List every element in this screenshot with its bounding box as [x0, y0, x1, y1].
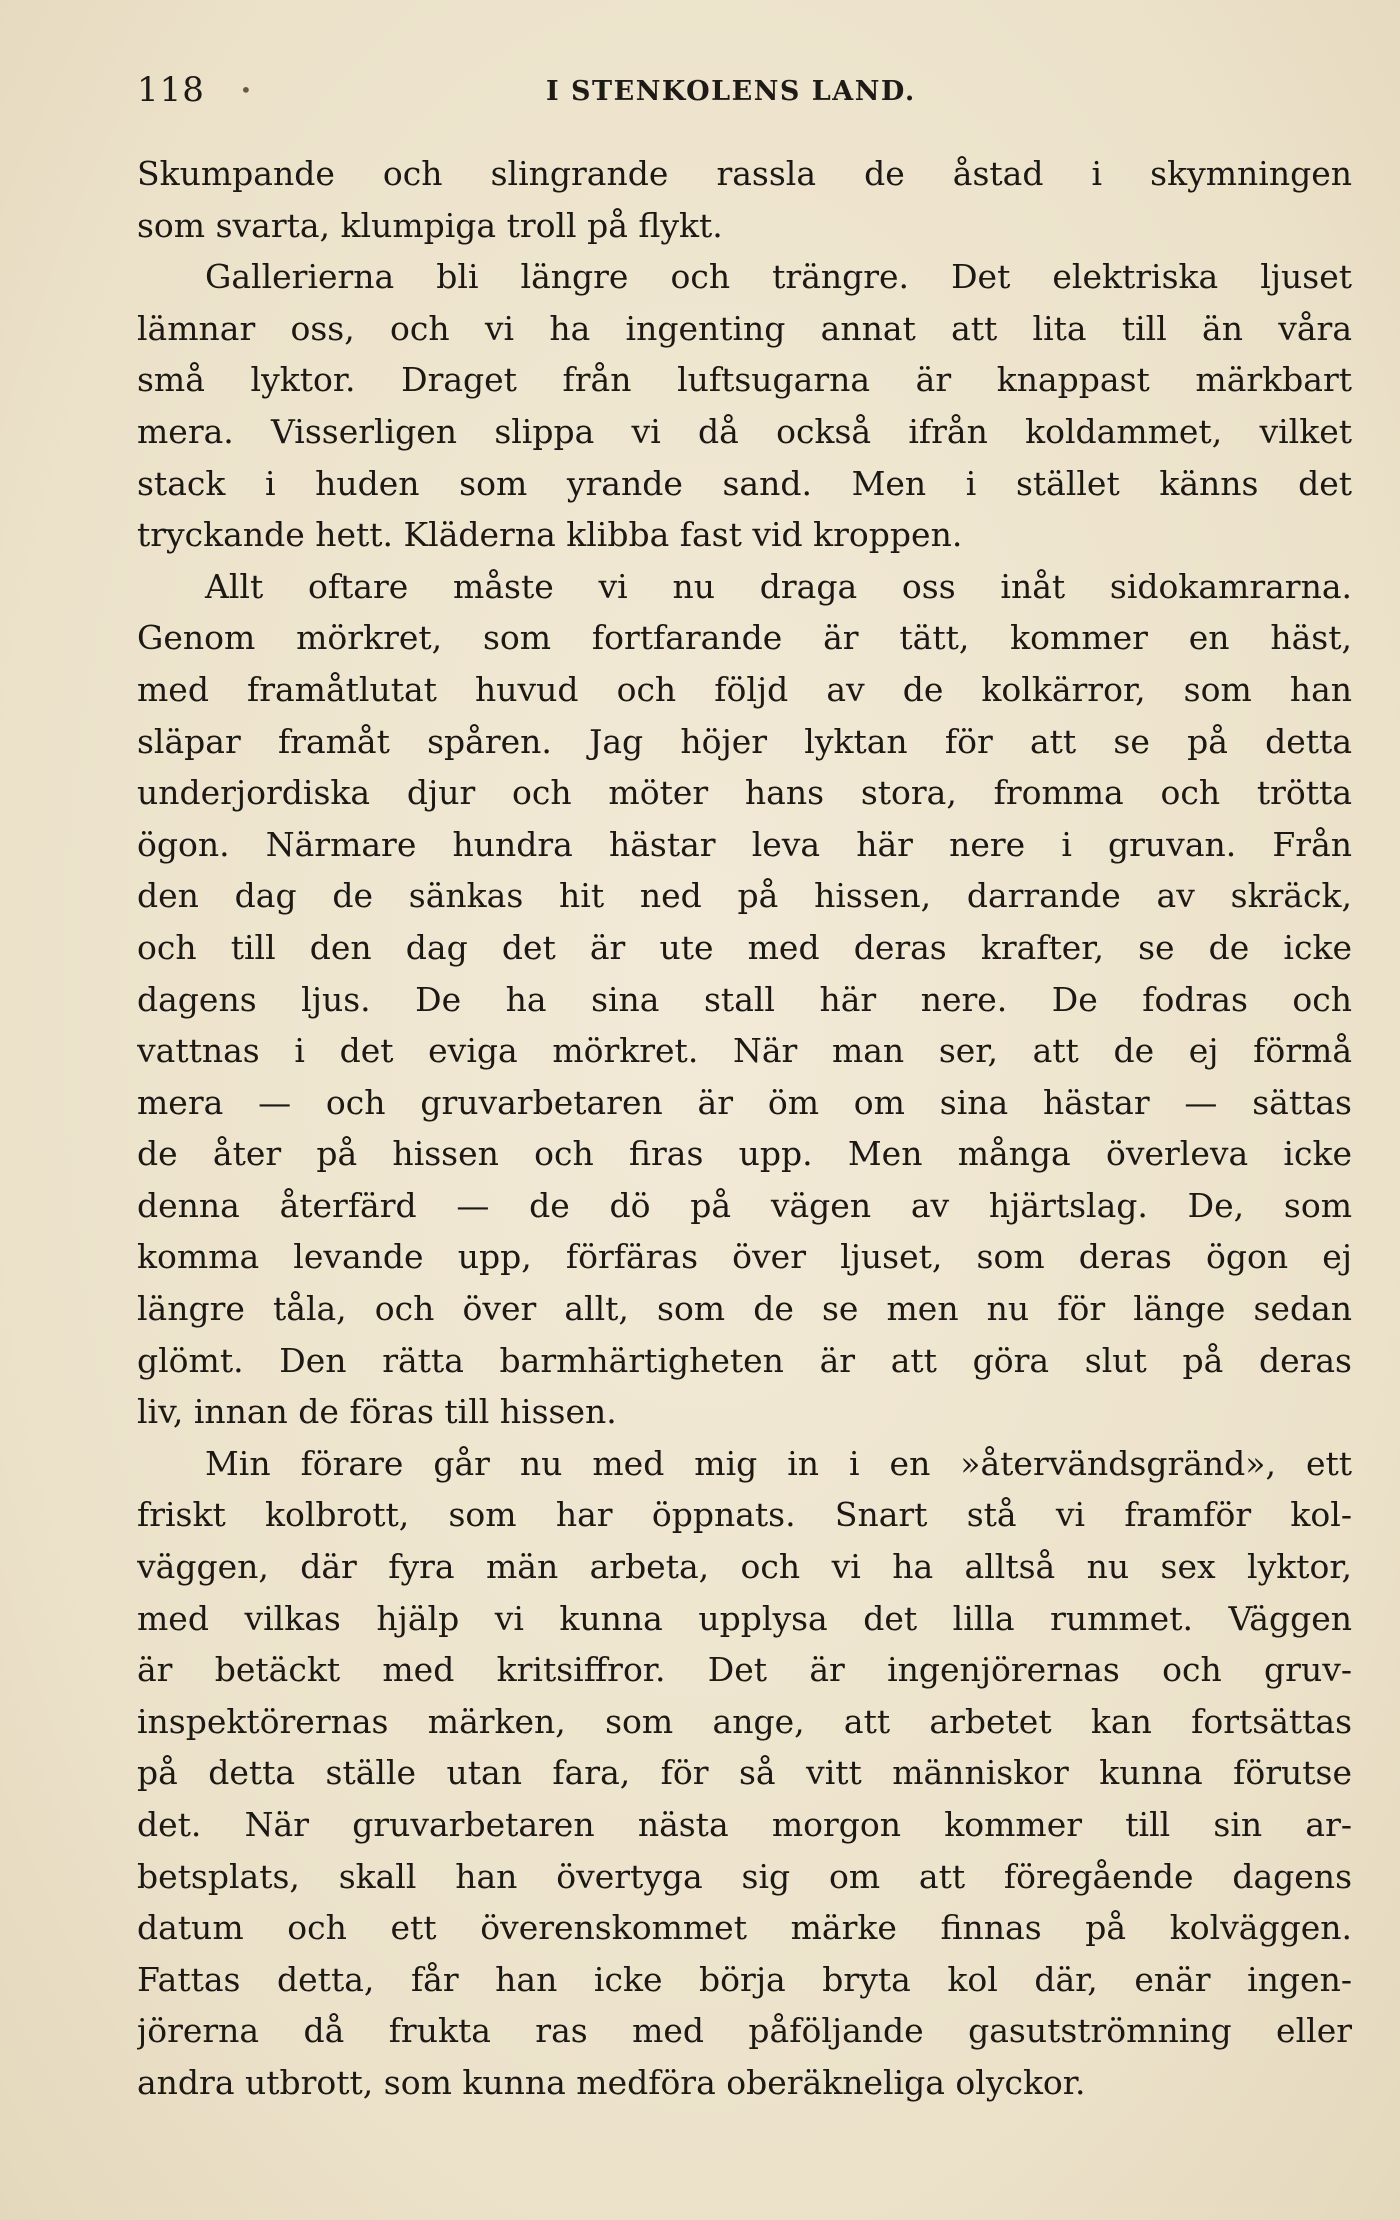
header-separator-dot: •	[240, 78, 252, 102]
text-line: de åter på hissen och firas upp. Men många överleva icke	[137, 1134, 1352, 1174]
text-line: andra utbrott, som kunna medföra oberäkneliga olyckor.	[137, 2062, 1086, 2102]
text-line: det. När gruvarbetaren nästa morgon kommer till sin ar-	[137, 1805, 1352, 1844]
text-line: mera — och gruvarbetaren är öm om sina hästar — sättas	[137, 1082, 1352, 1122]
text-line: friskt kolbrott, som har öppnats. Snart stå vi framför kol-	[137, 1495, 1352, 1535]
text-line: är betäckt med kritsiffror. Det är ingenjörernas och gruv-	[137, 1650, 1352, 1690]
body-text	[137, 148, 1352, 2109]
text-line: som svarta, klumpiga troll på flykt.	[137, 205, 723, 245]
text-line: liv, innan de föras till hissen.	[137, 1392, 617, 1432]
text-line: dagens ljus. De ha sina stall här nere. De fodras och	[137, 979, 1352, 1019]
text-line: datum och ett överenskommet märke finnas på kolväggen.	[137, 1908, 1352, 1948]
text-line: jörerna då frukta ras med påföljande gasutströmning eller	[137, 2011, 1352, 2051]
text-line: ögon. Närmare hundra hästar leva här nere i gruvan. Från	[137, 824, 1352, 864]
text-line: Skumpande och slingrande rassla de åstad i skymningen	[137, 154, 1352, 193]
page-header	[137, 68, 1352, 112]
text-line: Gallerierna bli längre och trängre. Det elektriska ljuset	[205, 257, 1352, 297]
text-line: den dag de sänkas hit ned på hissen, darrande av skräck,	[137, 876, 1352, 916]
text-line: Min förare går nu med mig in i en »återvändsgränd», ett	[205, 1443, 1352, 1483]
page-number: 118	[137, 70, 205, 110]
text-line: och till den dag det är ute med deras krafter, se de icke	[137, 927, 1352, 967]
text-line: på detta ställe utan fara, för så vitt människor kunna förutse	[137, 1753, 1352, 1793]
text-line: vattnas i det eviga mörkret. När man ser, att de ej förmå	[137, 1031, 1352, 1071]
text-line: släpar framåt spåren. Jag höjer lyktan för att se på detta	[137, 721, 1352, 761]
text-line: glömt. Den rätta barmhärtigheten är att göra slut på deras	[137, 1340, 1352, 1380]
text-line: mera. Visserligen slippa vi då också ifrån koldammet, vilket	[137, 411, 1352, 451]
text-line: Allt oftare måste vi nu draga oss inåt sidokamrarna.	[205, 566, 1352, 606]
text-line: små lyktor. Draget från luftsugarna är knappast märkbart	[137, 360, 1352, 400]
text-line: Genom mörkret, som fortfarande är tätt, kommer en häst,	[137, 618, 1352, 658]
text-line: med vilkas hjälp vi kunna upplysa det lilla rummet. Väggen	[137, 1598, 1352, 1638]
running-title: I STENKOLENS LAND.	[546, 76, 916, 107]
text-line: Fattas detta, får han icke börja bryta kol där, enär ingen-	[137, 1959, 1352, 1999]
text-line: längre tåla, och över allt, som de se men nu för länge sedan	[137, 1289, 1352, 1329]
text-line: komma levande upp, förfäras över ljuset, som deras ögon ej	[137, 1237, 1352, 1277]
text-line: stack i huden som yrande sand. Men i stället känns det	[137, 463, 1352, 503]
text-line: lämnar oss, och vi ha ingenting annat att lita till än våra	[137, 308, 1352, 348]
text-line: betsplats, skall han övertyga sig om att föregående dagens	[137, 1856, 1352, 1896]
text-line: underjordiska djur och möter hans stora, fromma och trötta	[137, 773, 1352, 813]
text-line: tryckande hett. Kläderna klibba fast vid kroppen.	[137, 515, 963, 555]
text-line: väggen, där fyra män arbeta, och vi ha alltså nu sex lyktor,	[137, 1547, 1352, 1587]
text-line: med framåtlutat huvud och följd av de kolkärror, som han	[137, 669, 1352, 709]
text-line: denna återfärd — de dö på vägen av hjärtslag. De, som	[137, 1185, 1352, 1225]
text-line: inspektörernas märken, som ange, att arbetet kan fortsättas	[137, 1701, 1352, 1741]
